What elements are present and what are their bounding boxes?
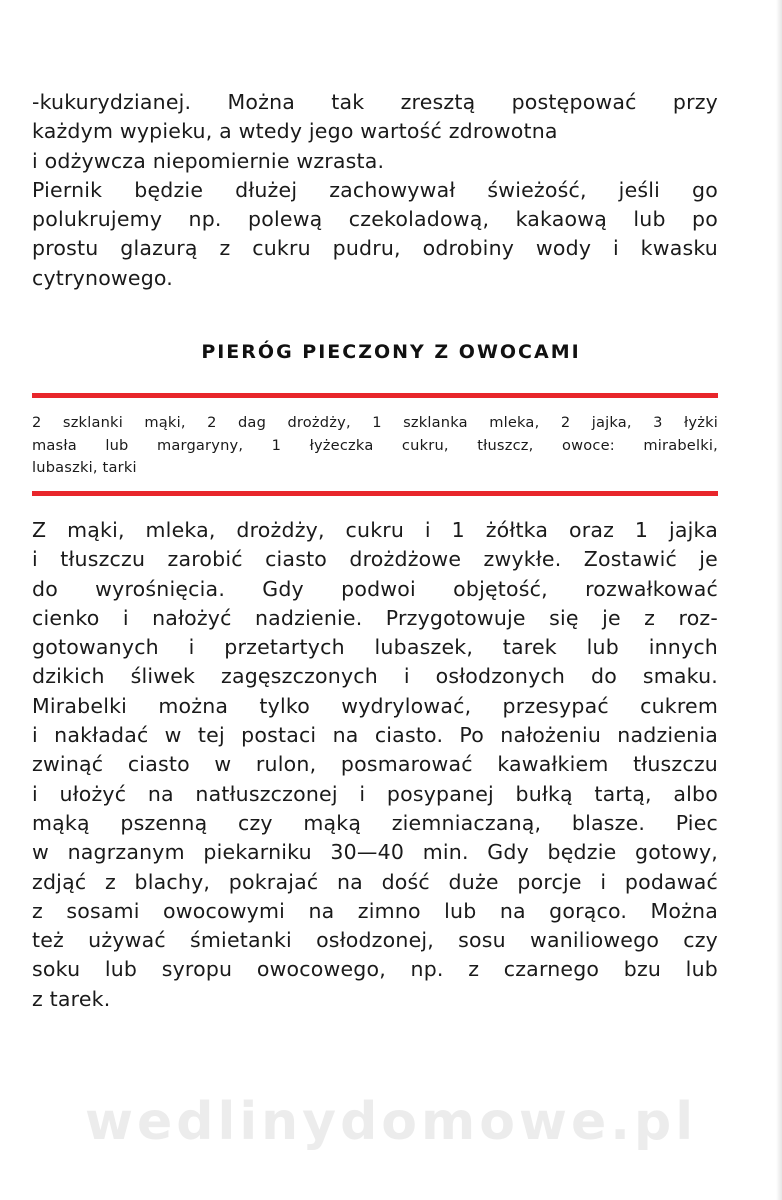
ingredients-line: lubaszki, tarki (32, 459, 137, 476)
text-line: też używać śmietanki osłodzonej, sosu waniliowego czy (32, 928, 718, 953)
text-line: każdym wypieku, a wtedy jego wartość zdrowotna (32, 119, 558, 144)
text-line: Z mąki, mleka, drożdży, cukru i 1 żółtka oraz 1 jajka (32, 518, 718, 542)
text-line: i nakładać w tej postaci na ciasto. Po nałożeniu nadzienia (32, 723, 718, 748)
text-line: -kukurydzianej. Można tak zresztą postępować przy (32, 90, 718, 114)
page-edge-shadow (776, 0, 782, 1200)
text-line: i tłuszczu zarobić ciasto drożdżowe zwykłe. Zostawić je (32, 547, 718, 572)
bottom-red-rule (32, 491, 718, 496)
text-line: prostu glazurą z cukru pudru, odrobiny wody i kwasku (32, 236, 718, 261)
ingredients-line: masła lub margaryny, 1 łyżeczka cukru, tłuszcz, owoce: mirabelki, (32, 436, 718, 454)
text-line: gotowanych i przetartych lubaszek, tarek lub innych (32, 635, 718, 660)
text-line: soku lub syropu owocowego, np. z czarnego bzu lub (32, 957, 718, 982)
text-line: Piernik będzie dłużej zachowywał świeżość, jeśli go (32, 177, 718, 202)
text-line: cienko i nałożyć nadzienie. Przygotowuje się je z roz- (32, 605, 718, 630)
text-line: zdjąć z blachy, pokrajać na dość duże porcje i podawać (32, 869, 718, 894)
text-line: polukrujemy np. polewą czekoladową, kakaową lub po (32, 207, 718, 232)
text-line: cytrynowego. (32, 265, 174, 290)
instructions-paragraph (32, 516, 718, 1014)
ingredients-line: 2 szklanki mąki, 2 dag drożdży, 1 szklanka mleka, 2 jajka, 3 łyżki (32, 414, 718, 431)
watermark: wedlinydomowe.pl (84, 1092, 698, 1152)
text-line: w nagrzanym piekarniku 30—40 min. Gdy będzie gotowy, (32, 840, 718, 865)
text-line: i odżywcza niepomiernie wzrasta. (32, 148, 385, 173)
text-line: i ułożyć na natłuszczonej i posypanej bułką tartą, albo (32, 781, 718, 806)
text-line: Mirabelki można tylko wydrylować, przesypać cukrem (32, 693, 718, 718)
intro-paragraph (32, 88, 718, 293)
text-line: z sosami owocowymi na zimno lub na gorąco. Można (32, 898, 718, 923)
top-red-rule (32, 393, 718, 398)
text-line: do wyrośnięcia. Gdy podwoi objętość, rozwałkować (32, 576, 718, 601)
text-line: mąką pszenną czy mąką ziemniaczaną, blasze. Piec (32, 810, 718, 835)
text-line: zwinąć ciasto w rulon, posmarować kawałkiem tłuszczu (32, 752, 718, 777)
ingredients-list (32, 412, 718, 480)
recipe-title: PIERÓG PIECZONY Z OWOCAMI (201, 341, 581, 363)
text-line: z tarek. (32, 986, 111, 1011)
text-line: dzikich śliwek zagęszczonych i osłodzonych do smaku. (32, 664, 718, 689)
